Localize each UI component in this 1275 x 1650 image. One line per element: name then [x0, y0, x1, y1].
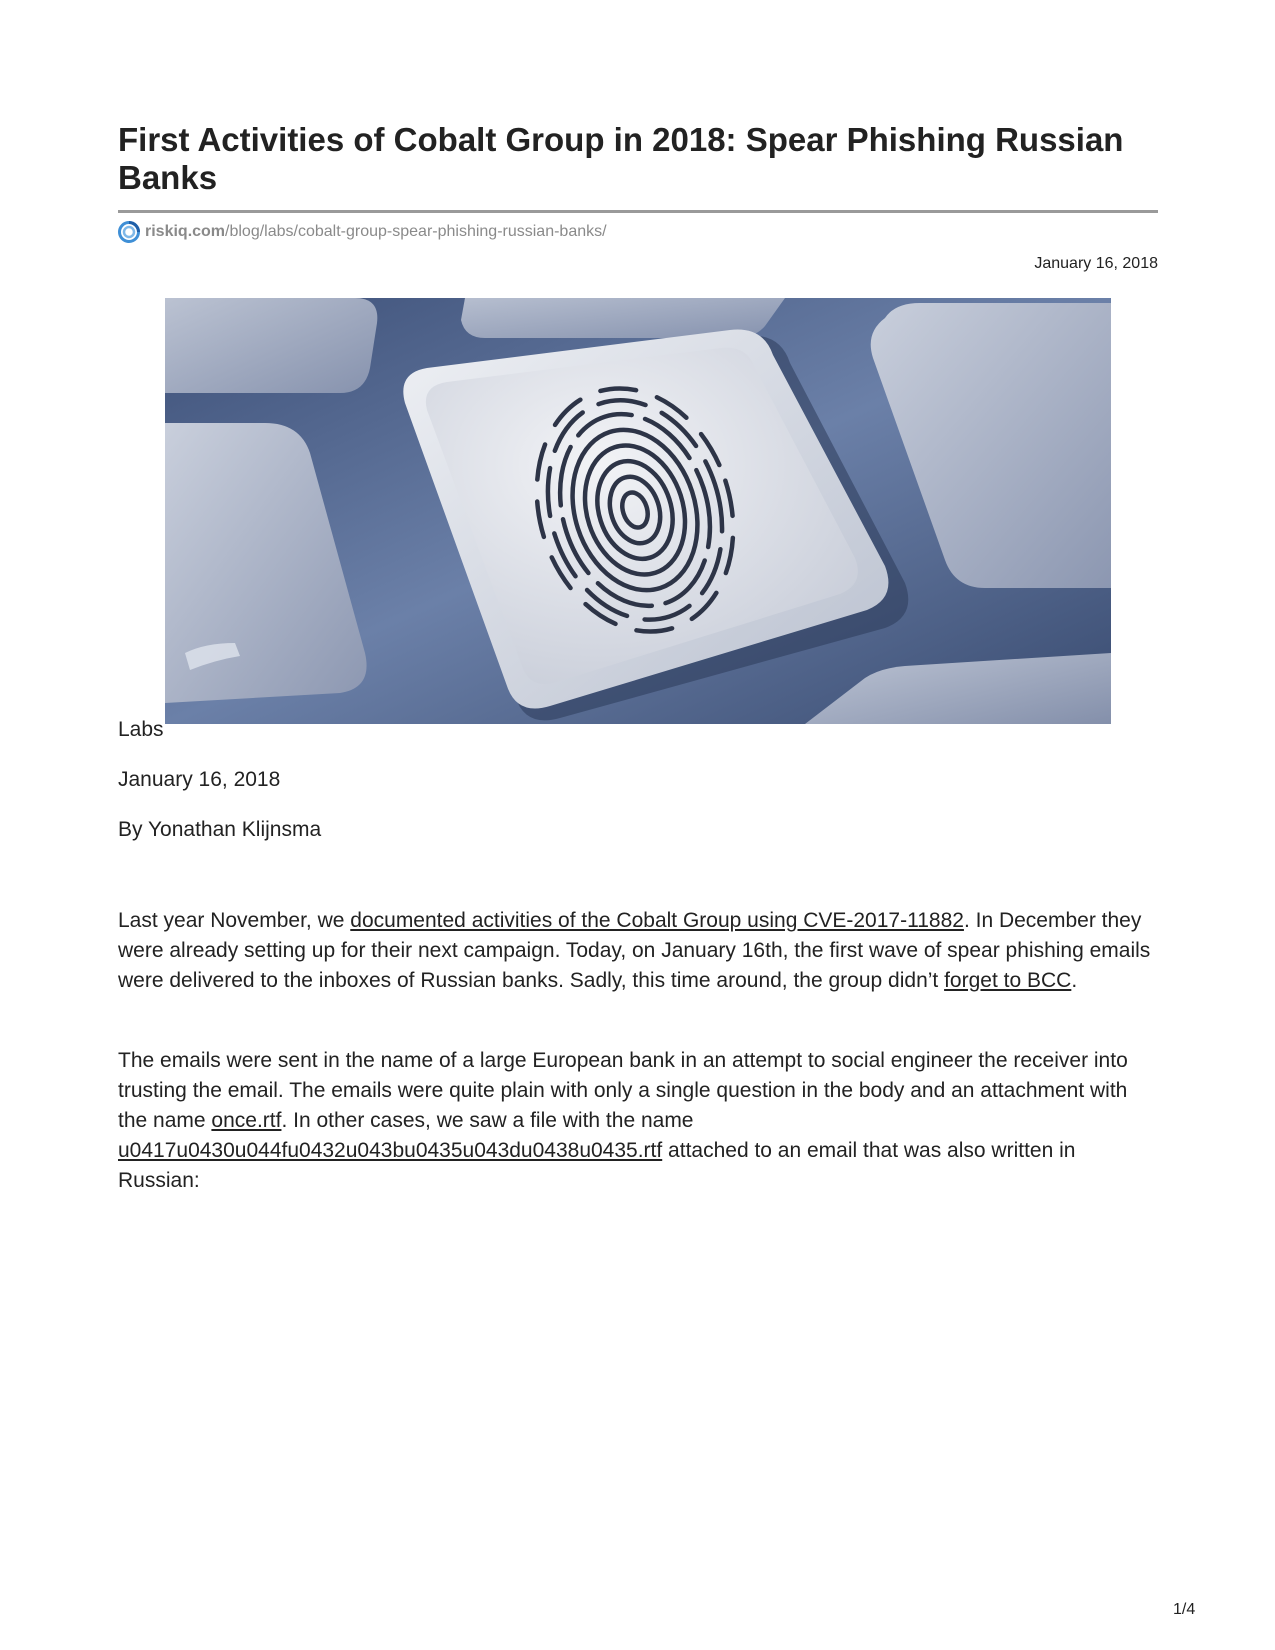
paragraph-emails — [118, 1046, 1158, 1196]
header-date: January 16, 2018 — [1034, 255, 1158, 272]
hero-image — [165, 298, 1111, 724]
source-domain: riskiq.com — [145, 223, 226, 240]
paragraph-text: attached to an email that was also written in Russian: — [118, 1139, 1076, 1192]
page-title: First Activities of Cobalt Group in 2018: Spear Phishing Russian Banks — [118, 121, 1124, 196]
paragraph-text: The emails were sent in the name of a large European bank in an attempt to social engineer the receiver into trusting the email. The emails were quite plain with only a single question in the body and an attachment with the name — [118, 1049, 1128, 1132]
cobalt-cve-link[interactable]: documented activities of the Cobalt Group using CVE-2017-11882 — [350, 909, 964, 932]
forget-to-bcc-link[interactable]: forget to BCC — [944, 969, 1072, 992]
paragraph-text: . In December they were already setting up for their next campaign. Today, on January 16th, the first wave of spear phishing emails were delivered to the inboxes of Russian banks. Sadly, this time around, the group didn’t — [118, 909, 1151, 992]
fingerprint-key-image — [165, 298, 1111, 724]
paragraph-intro — [118, 906, 1158, 996]
paragraph-text: . In other cases, we saw a file with the name — [281, 1109, 694, 1132]
source-url[interactable] — [118, 220, 607, 244]
paragraph-text: Last year November, we — [118, 909, 351, 932]
title-divider — [118, 210, 1158, 213]
page-number: 1/4 — [1173, 1601, 1196, 1618]
source-path: /blog/labs/cobalt-group-spear-phishing-russian-banks/ — [225, 223, 607, 240]
category-label: Labs — [118, 718, 164, 741]
article-date: January 16, 2018 — [118, 768, 281, 791]
russian-filename-link[interactable]: u0417u0430u044fu0432u043bu0435u043du0438u0435.rtf — [118, 1139, 663, 1162]
riskiq-logo-icon — [118, 221, 140, 243]
once-rtf-link[interactable]: once.rtf — [211, 1109, 282, 1132]
author-byline: By Yonathan Klijnsma — [118, 818, 322, 841]
paragraph-text: . — [1071, 969, 1078, 992]
